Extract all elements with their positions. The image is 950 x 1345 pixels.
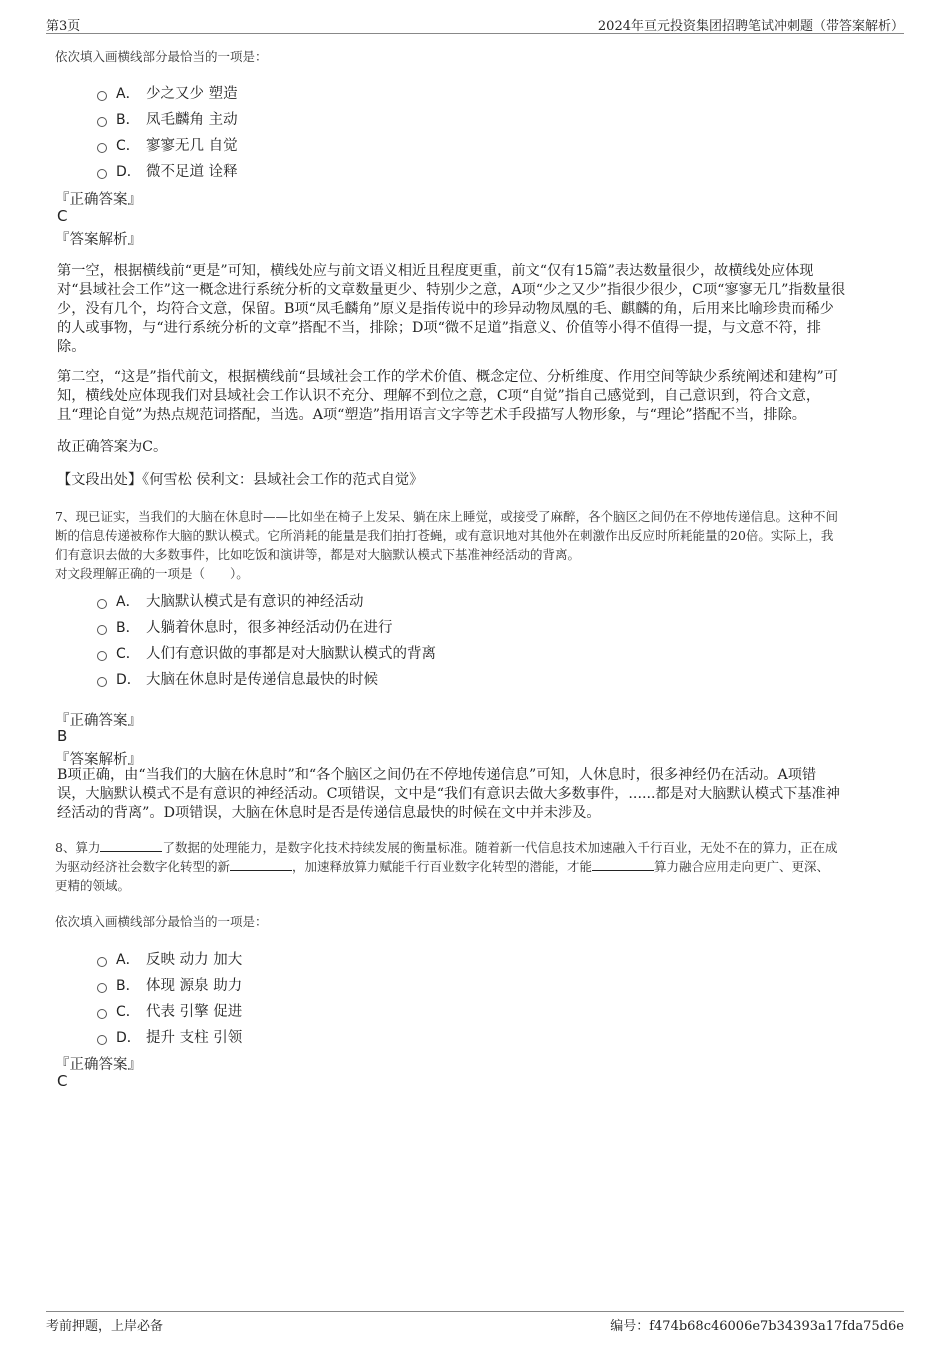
- document-id: 编号：f474b68c46006e7b34393a17fda75d6e: [610, 1319, 904, 1334]
- radio-icon[interactable]: [97, 169, 107, 179]
- footer-slogan: 考前押题，上岸必备: [46, 1319, 164, 1334]
- q6-conclusion: 故正确答案为C。: [57, 439, 168, 455]
- fill-blank-2: [230, 857, 292, 871]
- radio-icon[interactable]: [97, 957, 107, 967]
- radio-icon[interactable]: [97, 91, 107, 101]
- q8-option-d[interactable]: D． 提升 支柱 引领: [97, 1026, 242, 1046]
- q6-option-a[interactable]: A． 少之又少 塑造: [97, 82, 238, 102]
- radio-icon[interactable]: [97, 1035, 107, 1045]
- q8-prompt: 依次填入画横线部分最恰当的一项是：: [55, 914, 268, 929]
- page-header: [46, 13, 904, 34]
- radio-icon[interactable]: [97, 677, 107, 687]
- q8-stem: 8、算力 了数据的处理能力，是数字化技术持续发展的衡量标准。随着新一代信息技术加速融入千行百业，无处不在的算力，正在成 为驱动经济社会数字化转型的新 ，加速释放算力赋能千行百业数字化转型的潜能，才能 算力融合应用走向更广、更深、 更精的领域。: [55, 840, 838, 893]
- q7-stem: 7、现已证实，当我们的大脑在休息时——比如坐在椅子上发呆、躺在床上睡觉，或接受了麻醉，各个脑区之间仍在不停地传递信息。这种不间 断的信息传递被称作大脑的默认模式。它所消耗的能量是我们拍打苍蝇，或有意识地对其他外在刺激作出反应时所耗能量的20倍。实际上，我 们有意识去做的大多数事件，比如吃饭和演讲等，都是对大脑默认模式下基准神经活动的背离。 对文段理解正确的一项是（ ）。: [55, 509, 838, 581]
- q6-option-c[interactable]: C． 寥寥无几 自觉: [97, 134, 238, 154]
- document-title: 2024年亘元投资集团招聘笔试冲刺题（带答案解析）: [597, 19, 904, 34]
- page-footer: [46, 1311, 904, 1334]
- q8-option-b[interactable]: B． 体现 源泉 助力: [97, 974, 242, 994]
- q6-analysis-label: 『答案解析』: [55, 232, 142, 248]
- q7-option-c[interactable]: C． 人们有意识做的事都是对大脑默认模式的背离: [97, 642, 436, 662]
- q8-option-a[interactable]: A． 反映 动力 加大: [97, 948, 242, 968]
- q7-option-d[interactable]: D． 大脑在休息时是传递信息最快的时候: [97, 668, 378, 688]
- q7-answer: B: [57, 727, 68, 745]
- fill-blank-3: [592, 857, 654, 871]
- q6-analysis-para1: 第一空，根据横线前“更是”可知，横线处应与前文语义相近且程度更重，前文“仅有15篇”表达数量很少，故横线处应体现 对“县域社会工作”这一概念进行系统分析的文章数量更少、特别少之意，A项“少之又少”指很少很少，C项“寥寥无几”指数量很 少，没有几个，均符合文意，保留。B项“凤毛麟角”原义是指传说中的珍异动物凤凰的毛、麒麟的角，后用来比喻珍贵而稀少 的人或事物，与“进行系统分析的文章”搭配不当，排除；D项“微不足道”指意义、价值等小得不值得一提，与文意不符，排 除。: [57, 263, 846, 355]
- radio-icon[interactable]: [97, 117, 107, 127]
- q6-option-d[interactable]: D． 微不足道 诠释: [97, 160, 238, 180]
- q7-option-a[interactable]: A． 大脑默认模式是有意识的神经活动: [97, 590, 364, 610]
- q8-option-c[interactable]: C． 代表 引擎 促进: [97, 1000, 242, 1020]
- q6-source: 【文段出处】《何雪松 侯利文：县域社会工作的范式自觉》: [57, 472, 424, 488]
- page-number: 第3页: [46, 19, 81, 34]
- fill-blank-1: [100, 838, 162, 852]
- q6-analysis-para2: 第二空，“这是”指代前文，根据横线前“县域社会工作的学术价值、概念定位、分析维度、作用空间等缺少系统阐述和建构”可 知，横线处应体现我们对县域社会工作认识不充分、理解不到位之意，C项“自觉”指自己感觉到，自己意识到，符合文意， 且“理论自觉”为热点规范词搭配，当选。A项“塑造”指用语言文字等艺术手段描写人物形象，与“理论”搭配不当，排除。: [57, 369, 838, 423]
- q7-analysis-label: 『答案解析』: [55, 752, 142, 768]
- radio-icon[interactable]: [97, 599, 107, 609]
- q8-answer-label: 『正确答案』: [55, 1057, 142, 1073]
- radio-icon[interactable]: [97, 625, 107, 635]
- q6-answer: C: [57, 207, 68, 225]
- q6-prompt: 依次填入画横线部分最恰当的一项是：: [55, 49, 268, 64]
- radio-icon[interactable]: [97, 143, 107, 153]
- q7-option-b[interactable]: B． 人躺着休息时，很多神经活动仍在进行: [97, 616, 393, 636]
- q7-analysis: B项正确，由“当我们的大脑在休息时”和“各个脑区之间仍在不停地传递信息”可知，人休息时，很多神经仍在活动。A项错 误，大脑默认模式不是有意识的神经活动。C项错误，文中是“我们有意识去做大多数事件，......都是对大脑默认模式下基准神 经活动的背离”。D项错误，大脑在休息时是否是传递信息最快的时候在文中并未涉及。: [57, 767, 840, 821]
- q8-answer: C: [57, 1072, 68, 1090]
- q6-answer-label: 『正确答案』: [55, 192, 142, 208]
- q7-answer-label: 『正确答案』: [55, 713, 142, 729]
- radio-icon[interactable]: [97, 983, 107, 993]
- radio-icon[interactable]: [97, 1009, 107, 1019]
- q6-option-b[interactable]: B． 凤毛麟角 主动: [97, 108, 238, 128]
- radio-icon[interactable]: [97, 651, 107, 661]
